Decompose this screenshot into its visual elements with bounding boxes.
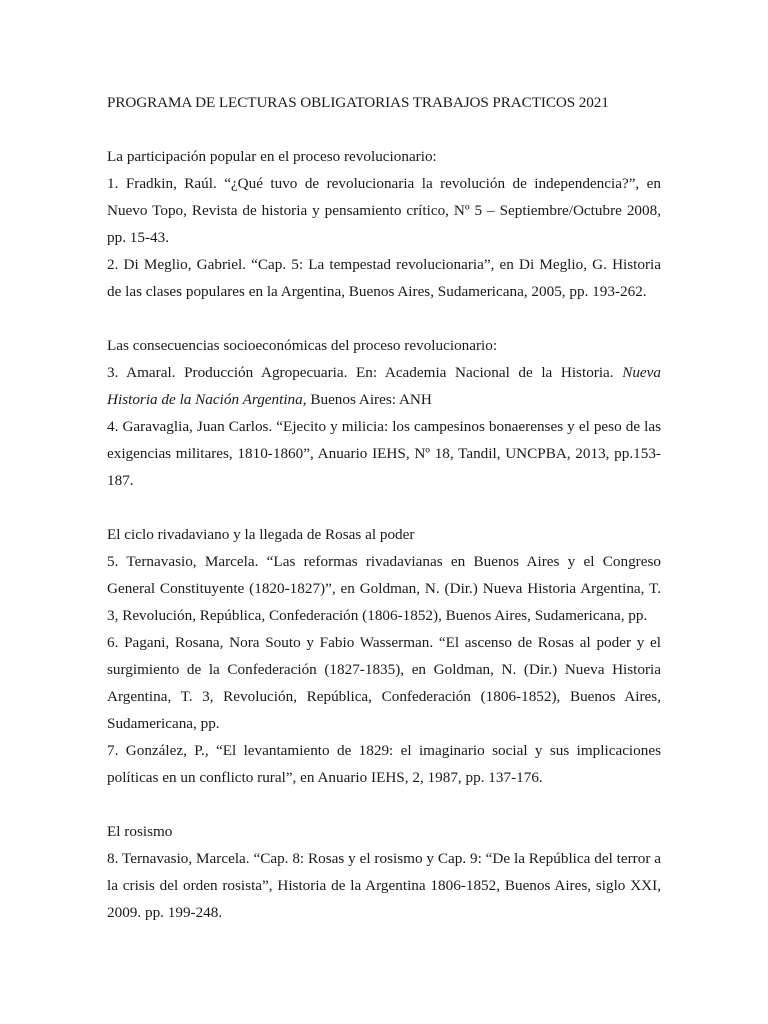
reading-entry-3-publisher: , Buenos Aires: ANH [302, 391, 432, 408]
reading-entry-1: 1. Fradkin, Raúl. “¿Qué tuvo de revolucionaria la revolución de independencia?”, en Nuevo Topo, Revista de historia y pensamiento crítico, Nº 5 – Septiembre/Octubre 2008, pp. 15-43. [107, 175, 661, 246]
reading-entry-3 [107, 359, 661, 413]
reading-entry-7: 7. González, P., “El levantamiento de 1829: el imaginario social y sus implicaciones políticas en un conflicto rural”, en Anuario IEHS, 2, 1987, pp. 137-176. [107, 742, 661, 786]
section-rosismo [107, 818, 661, 926]
section-heading: Las consecuencias socioeconómicas del proceso revolucionario: [107, 337, 498, 354]
reading-entry-6: 6. Pagani, Rosana, Nora Souto y Fabio Wasserman. “El ascenso de Rosas al poder y el surgimiento de la Confederación (1827-1835), en Goldman, N. (Dir.) Nueva Historia Argentina, T. 3, Revolución, República, Confederación (1806-1852), Buenos Aires, Sudamericana, pp. [107, 634, 661, 732]
section-ciclo-rivadaviano [107, 521, 661, 791]
section-heading: La participación popular en el proceso revolucionario: [107, 148, 437, 165]
reading-entry-5: 5. Ternavasio, Marcela. “Las reformas rivadavianas en Buenos Aires y el Congreso General Constituyente (1820-1827)”, en Goldman, N. (Dir.) Nueva Historia Argentina, T. 3, Revolución, República, Confederación (1806-1852), Buenos Aires, Sudamericana, pp. [107, 553, 661, 624]
section-heading: El ciclo rivadaviano y la llegada de Rosas al poder [107, 526, 415, 543]
section-consecuencias-socioeconomicas [107, 332, 661, 494]
section-participacion-popular [107, 143, 661, 305]
reading-entry-3-citation: 3. Amaral. Producción Agropecuaria. En: Academia Nacional de la Historia. [107, 364, 623, 381]
document-title: PROGRAMA DE LECTURAS OBLIGATORIAS TRABAJOS PRACTICOS 2021 [107, 94, 609, 111]
section-heading: El rosismo [107, 823, 173, 840]
reading-entry-3-book-title: Nueva Historia de la Nación Argentina [107, 364, 661, 408]
reading-entry-8: 8. Ternavasio, Marcela. “Cap. 8: Rosas y el rosismo y Cap. 9: “De la República del terror a la crisis del orden rosista”, Historia de la Argentina 1806-1852, Buenos Aires, siglo XXI, 2009. pp. 199-248. [107, 850, 661, 921]
reading-entry-4: 4. Garavaglia, Juan Carlos. “Ejecito y milicia: los campesinos bonaerenses y el peso de las exigencias militares, 1810-1860”, Anuario IEHS, Nº 18, Tandil, UNCPBA, 2013, pp.153-187. [107, 418, 661, 489]
reading-entry-2: 2. Di Meglio, Gabriel. “Cap. 5: La tempestad revolucionaria”, en Di Meglio, G. Historia de las clases populares en la Argentina, Buenos Aires, Sudamericana, 2005, pp. 193-262. [107, 256, 661, 300]
